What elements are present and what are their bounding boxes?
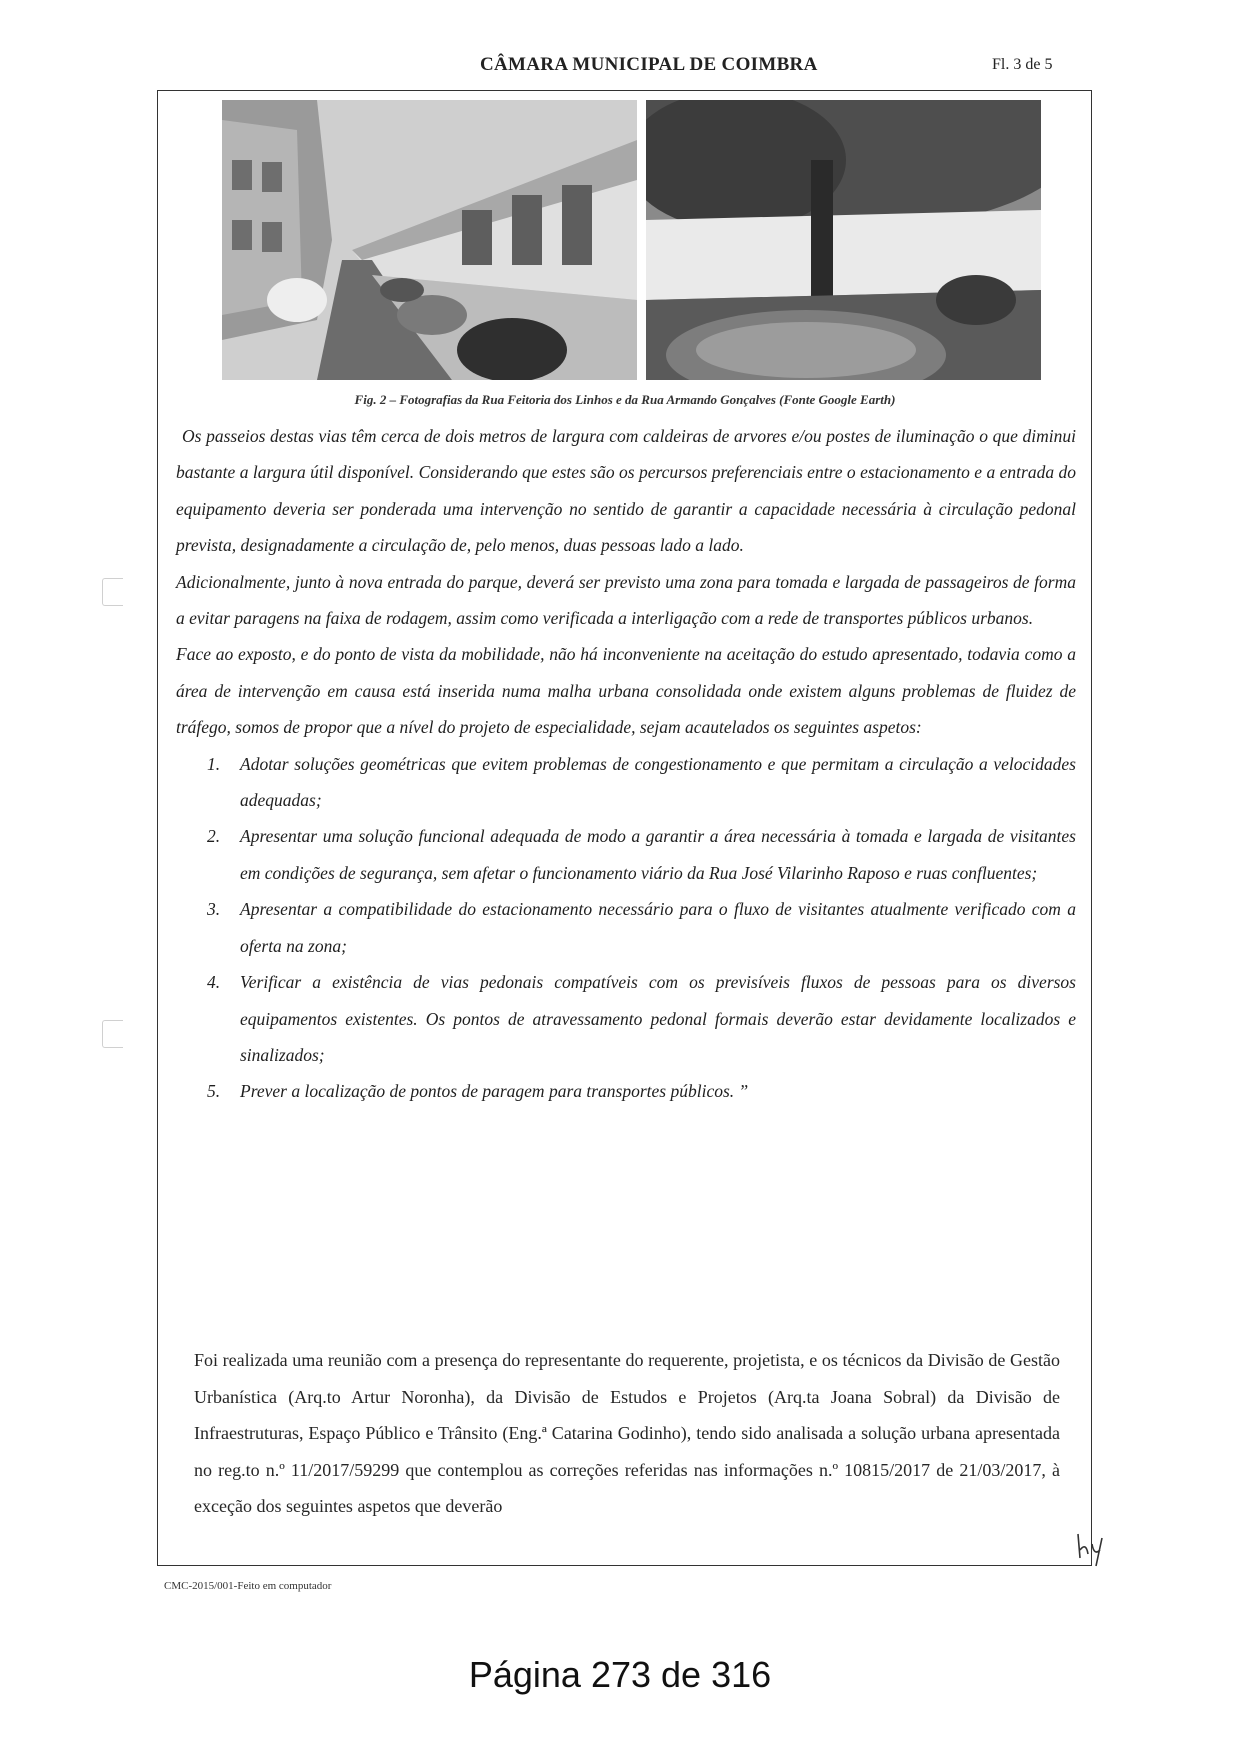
mobility-opinion-text bbox=[176, 418, 1076, 1110]
list-item-number: 5. bbox=[207, 1081, 221, 1102]
list-item-number: 4. bbox=[207, 972, 221, 993]
paragraph-sidewalks: Os passeios destas vias têm cerca de dois metros de largura com caldeiras de arvores e/ou postes de iluminação o que diminui bastante a largura útil disponível. Considerando que estes são os percursos preferenciais entre o estacionamento e a entrada do equipamento deveria ser ponderada uma intervenção no sentido de garantir a capacidade necessária à circulação pedonal prevista, designadamente a circulação de, pelo menos, duas pessoas lado a lado. bbox=[176, 426, 1076, 556]
figure-caption: Fig. 2 – Fotografias da Rua Feitoria dos Linhos e da Rua Armando Gonçalves (Fonte Google Earth) bbox=[354, 392, 896, 407]
page-number: Página 273 de 316 bbox=[468, 1654, 772, 1695]
list-item-text: Apresentar uma solução funcional adequada de modo a garantir a área necessária à tomada e largada de visitantes em condições de segurança, sem afetar o funcionamento viário da Rua José Vilarinho Raposo e ruas confluentes; bbox=[240, 826, 1076, 883]
form-code: CMC-2015/001-Feito em computador bbox=[164, 1580, 332, 1592]
list-item-number: 2. bbox=[207, 826, 221, 847]
list-item bbox=[176, 891, 1076, 964]
margin-scan-mark bbox=[102, 578, 123, 606]
list-item-text: Apresentar a compatibilidade do estacionamento necessário para o fluxo de visitantes atualmente verificado com a oferta na zona; bbox=[240, 899, 1076, 956]
list-item-text: Verificar a existência de vias pedonais compatíveis com os previsíveis fluxos de pessoas para os diversos equipamentos existentes. Os pontos de atravessamento pedonal formais deverão estar devidamente localizados e sinalizados; bbox=[240, 972, 1076, 1065]
meeting-paragraph bbox=[194, 1342, 1060, 1525]
handwritten-initials bbox=[1072, 1528, 1112, 1573]
aspects-list bbox=[176, 746, 1076, 1110]
list-item-text: Adotar soluções geométricas que evitem problemas de congestionamento e que permitam a circulação a velocidades adequadas; bbox=[240, 753, 1076, 811]
list-item bbox=[176, 964, 1076, 1073]
header-title: CÂMARA MUNICIPAL DE COIMBRA bbox=[480, 54, 818, 75]
photo-rua-armando-goncalves bbox=[646, 100, 1041, 380]
meeting-text: Foi realizada uma reunião com a presença do representante do requerente, projetista, e os técnicos da Divisão de Gestão Urbanística (Arq.to Artur Noronha), da Divisão de Estudos e Projetos (Arq.ta Joana Sobral) da Divisão de Infraestruturas, Espaço Público e Trânsito (Eng.ª Catarina Godinho), tendo sido analisada a solução urbana apresentada no reg.to n.º 11/2017/59299 que contemplou as correções referidas nas informações n.º 10815/2017 de 21/03/2017, à exceção dos seguintes aspetos que deverão bbox=[194, 1350, 1060, 1516]
list-item bbox=[176, 818, 1076, 891]
list-item-number: 3. bbox=[207, 899, 221, 920]
margin-scan-mark bbox=[102, 1020, 123, 1048]
list-item bbox=[176, 746, 1076, 819]
paragraph-drop-off-zone: Adicionalmente, junto à nova entrada do parque, deverá ser previsto uma zona para tomada e largada de passageiros de forma a evitar paragens na faixa de rodagem, assim como verificada a interligação com a rede de transportes públicos urbanos. bbox=[176, 571, 1076, 629]
photo-rua-feitoria-dos-linhos bbox=[222, 100, 637, 380]
list-item-text: Prever a localização de pontos de paragem para transportes públicos. ” bbox=[240, 1081, 749, 1102]
list-item bbox=[176, 1073, 1076, 1109]
paragraph-conclusion: Face ao exposto, e do ponto de vista da mobilidade, não há inconveniente na aceitação do estudo apresentado, todavia como a área de intervenção em causa está inserida numa malha urbana consolidada onde existem alguns problemas de fluidez de tráfego, somos de propor que a nível do projeto de especialidade, sejam acautelados os seguintes aspetos: bbox=[176, 644, 1076, 738]
header-page-ref: Fl. 3 de 5 bbox=[992, 56, 1053, 73]
list-item-number: 1. bbox=[207, 753, 221, 774]
